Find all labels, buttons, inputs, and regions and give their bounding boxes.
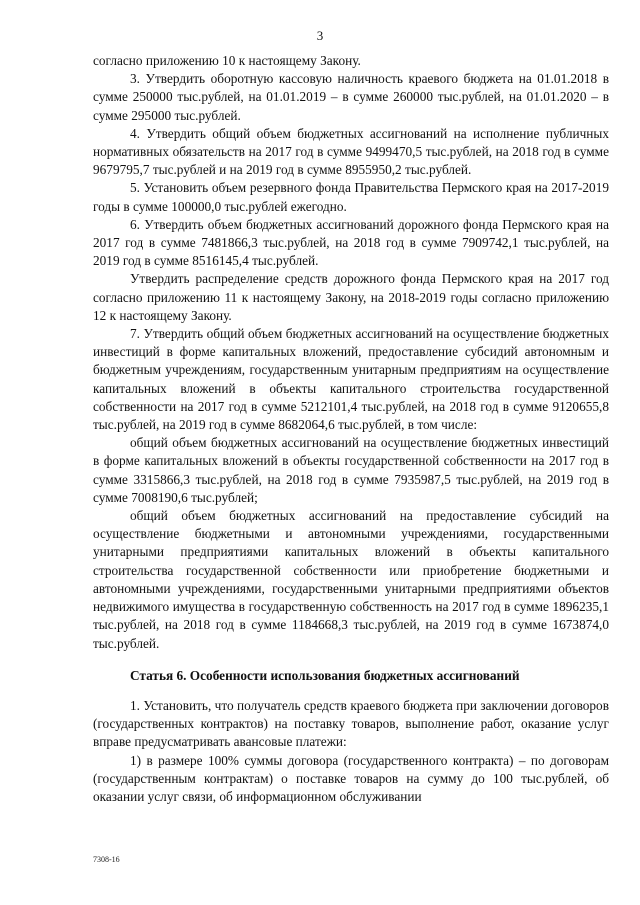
paragraph: 4. Утвердить общий объем бюджетных ассигнований на исполнение публичных нормативных обязательств на 2017 год в сумме 9499470,5 тыс.рублей, на 2018 год в сумме 9679795,7 тыс.рублей и на 2019 год в сумме 8955950,2 тыс.рублей. <box>93 125 609 178</box>
article-heading: Статья 6. Особенности использования бюджетных ассигнований <box>130 667 520 683</box>
document-body <box>93 52 609 806</box>
paragraph: 3. Утвердить оборотную кассовую наличность краевого бюджета на 01.01.2018 в сумме 250000 тыс.рублей, на 01.01.2019 – в сумме 260000 тыс.рублей, на 01.01.2020 – в сумме 295000 тыс.рублей. <box>93 71 609 123</box>
paragraph: согласно приложению 10 к настоящему Закону. <box>93 53 361 68</box>
paragraph: 5. Установить объем резервного фонда Правительства Пермского края на 2017-2019 годы в сумме 100000,0 тыс.рублей ежегодно. <box>93 180 609 214</box>
paragraph: общий объем бюджетных ассигнований на осуществление бюджетных инвестиций в форме капитальных вложений в объекты государственной собственности на 2017 год в сумме 3315866,3 тыс.рублей, на 2018 год в сумме 7935987,5 тыс.рублей, на 2019 год в сумме 7008190,6 тыс.рублей; <box>93 435 609 505</box>
paragraph: 1) в размере 100% суммы договора (государственного контракта) – по договорам (государственным контрактам) о поставке товаров на сумму до 100 тыс.рублей, об оказании услуг связи, об информационном обслуживании <box>93 752 609 804</box>
document-code: 7308-16 <box>93 855 120 864</box>
paragraph: Утвердить распределение средств дорожного фонда Пермского края на 2017 год согласно приложению 11 к настоящему Закону, на 2018-2019 годы согласно приложению 12 к настоящему Закону. <box>93 271 609 323</box>
paragraph: 6. Утвердить объем бюджетных ассигнований дорожного фонда Пермского края на 2017 год в сумме 7481866,3 тыс.рублей, на 2018 год в сумме 7909742,1 тыс.рублей, на 2019 год в сумме 8516145,4 тыс.рублей. <box>93 216 609 269</box>
paragraph: 1. Установить, что получатель средств краевого бюджета при заключении договоров (государственных контрактов) на поставку товаров, выполнение работ, оказание услуг вправе предусматривать авансовые платежи: <box>93 697 609 750</box>
page-number: 3 <box>316 28 324 43</box>
paragraph: 7. Утвердить общий объем бюджетных ассигнований на осуществление бюджетных инвестиций в форме капитальных вложений, предоставление субсидий автономным и бюджетным учреждениям, государственным унитарным предприятиям на осуществление капитальных вложений в объекты капитального строительства государственной собственности на 2017 год в сумме 5212101,4 тыс.рублей, на 2018 год в сумме 9120655,8 тыс.рублей, на 2019 год в сумме 8682064,6 тыс.рублей, в том числе: <box>93 326 609 433</box>
paragraph: общий объем бюджетных ассигнований на предоставление субсидий на осуществление бюджетными и автономными учреждениями, государственными унитарными предприятиями капитальных вложений в объекты капитального строительства государственной собственности или приобретение бюджетными и автономными учреждениями, государственными унитарными предприятиями объектов недвижимого имущества в государственную собственность на 2017 год в сумме 1896235,1 тыс.рублей, на 2018 год в сумме 1184668,3 тыс.рублей, на 2019 год в сумме 1673874,0 тыс.рублей. <box>93 508 609 651</box>
